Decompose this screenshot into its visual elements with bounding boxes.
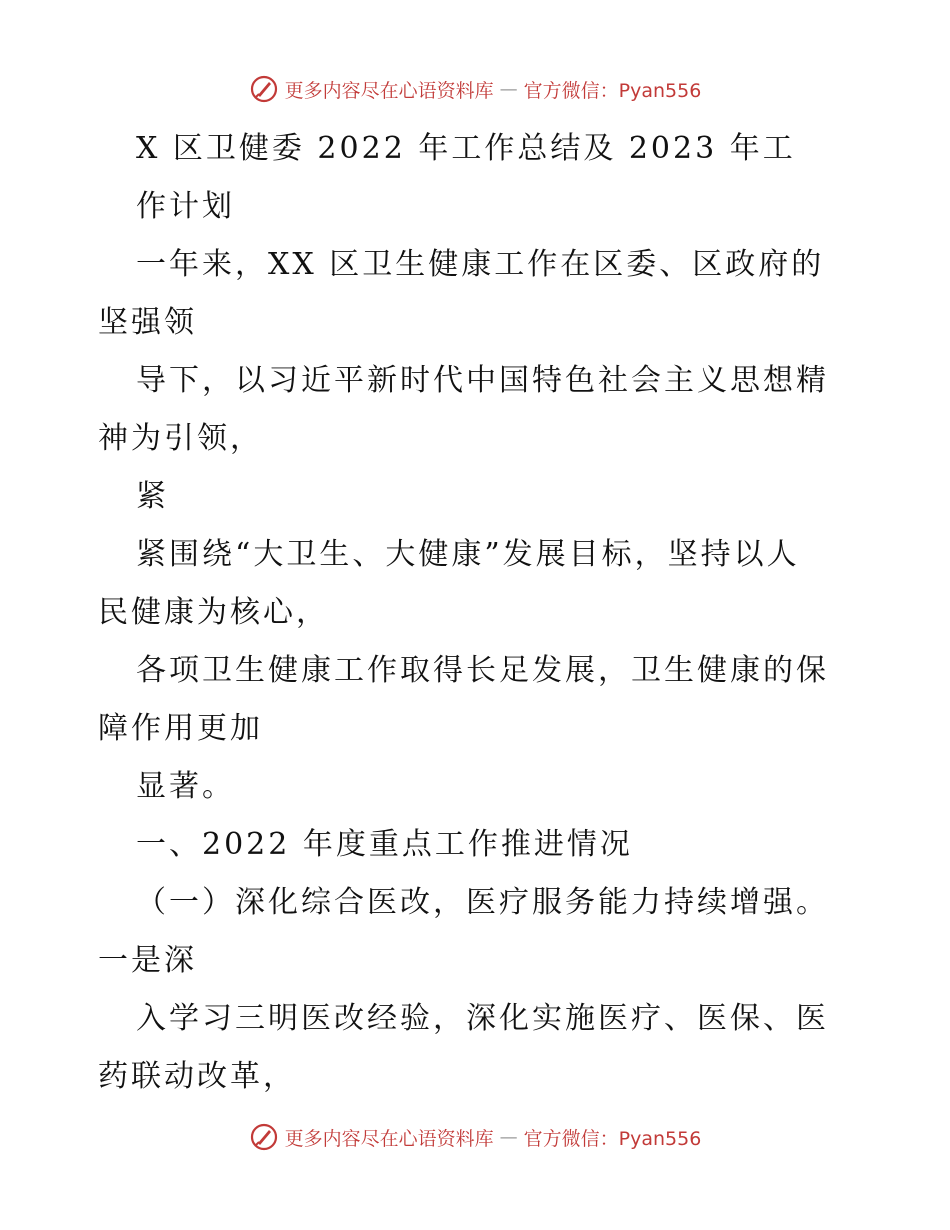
- paragraph-line: 民健康为核心，: [98, 595, 329, 630]
- paragraph-line: 神为引领，: [98, 421, 263, 456]
- section-heading: 一、2022 年度重点工作推进情况: [136, 827, 633, 862]
- document-title-line-2: 作计划: [136, 189, 235, 224]
- watermark-main-text: 更多内容尽在心语资料库: [284, 79, 494, 102]
- paragraph-line: 紧围绕“大卫生、大健康”发展目标，坚持以人: [136, 537, 800, 572]
- paragraph-line: 入学习三明医改经验，深化实施医疗、医保、医: [136, 1001, 829, 1036]
- paragraph-line: 一年来，XX 区卫生健康工作在区委、区政府的: [136, 247, 825, 282]
- watermark-separator: —: [499, 1126, 518, 1148]
- paragraph-line: 药联动改革，: [98, 1059, 296, 1094]
- watermark-wechat-text: 官方微信：Pyan556: [523, 1127, 702, 1150]
- paragraph-line: 障作用更加: [98, 711, 263, 746]
- document-body: [98, 120, 858, 1106]
- paragraph-line: 显著。: [136, 769, 235, 804]
- watermark-main-text: 更多内容尽在心语资料库: [284, 1127, 494, 1150]
- quill-pen-circle-icon: [249, 1122, 279, 1152]
- watermark-footer: [0, 1122, 950, 1152]
- paragraph-line: 紧: [136, 479, 169, 514]
- subsection-heading: （一）深化综合医改，医疗服务能力持续增强。: [136, 885, 829, 920]
- paragraph-line: 坚强领: [98, 305, 197, 340]
- watermark-wechat-text: 官方微信：Pyan556: [523, 79, 702, 102]
- watermark-header: [0, 74, 950, 104]
- paragraph-line: 一是深: [98, 943, 197, 978]
- document-title-line-1: X 区卫健委 2022 年工作总结及 2023 年工: [136, 131, 796, 166]
- quill-pen-circle-icon: [249, 74, 279, 104]
- watermark-separator: —: [499, 78, 518, 100]
- paragraph-line: 导下，以习近平新时代中国特色社会主义思想精: [136, 363, 829, 398]
- paragraph-line: 各项卫生健康工作取得长足发展，卫生健康的保: [136, 653, 829, 688]
